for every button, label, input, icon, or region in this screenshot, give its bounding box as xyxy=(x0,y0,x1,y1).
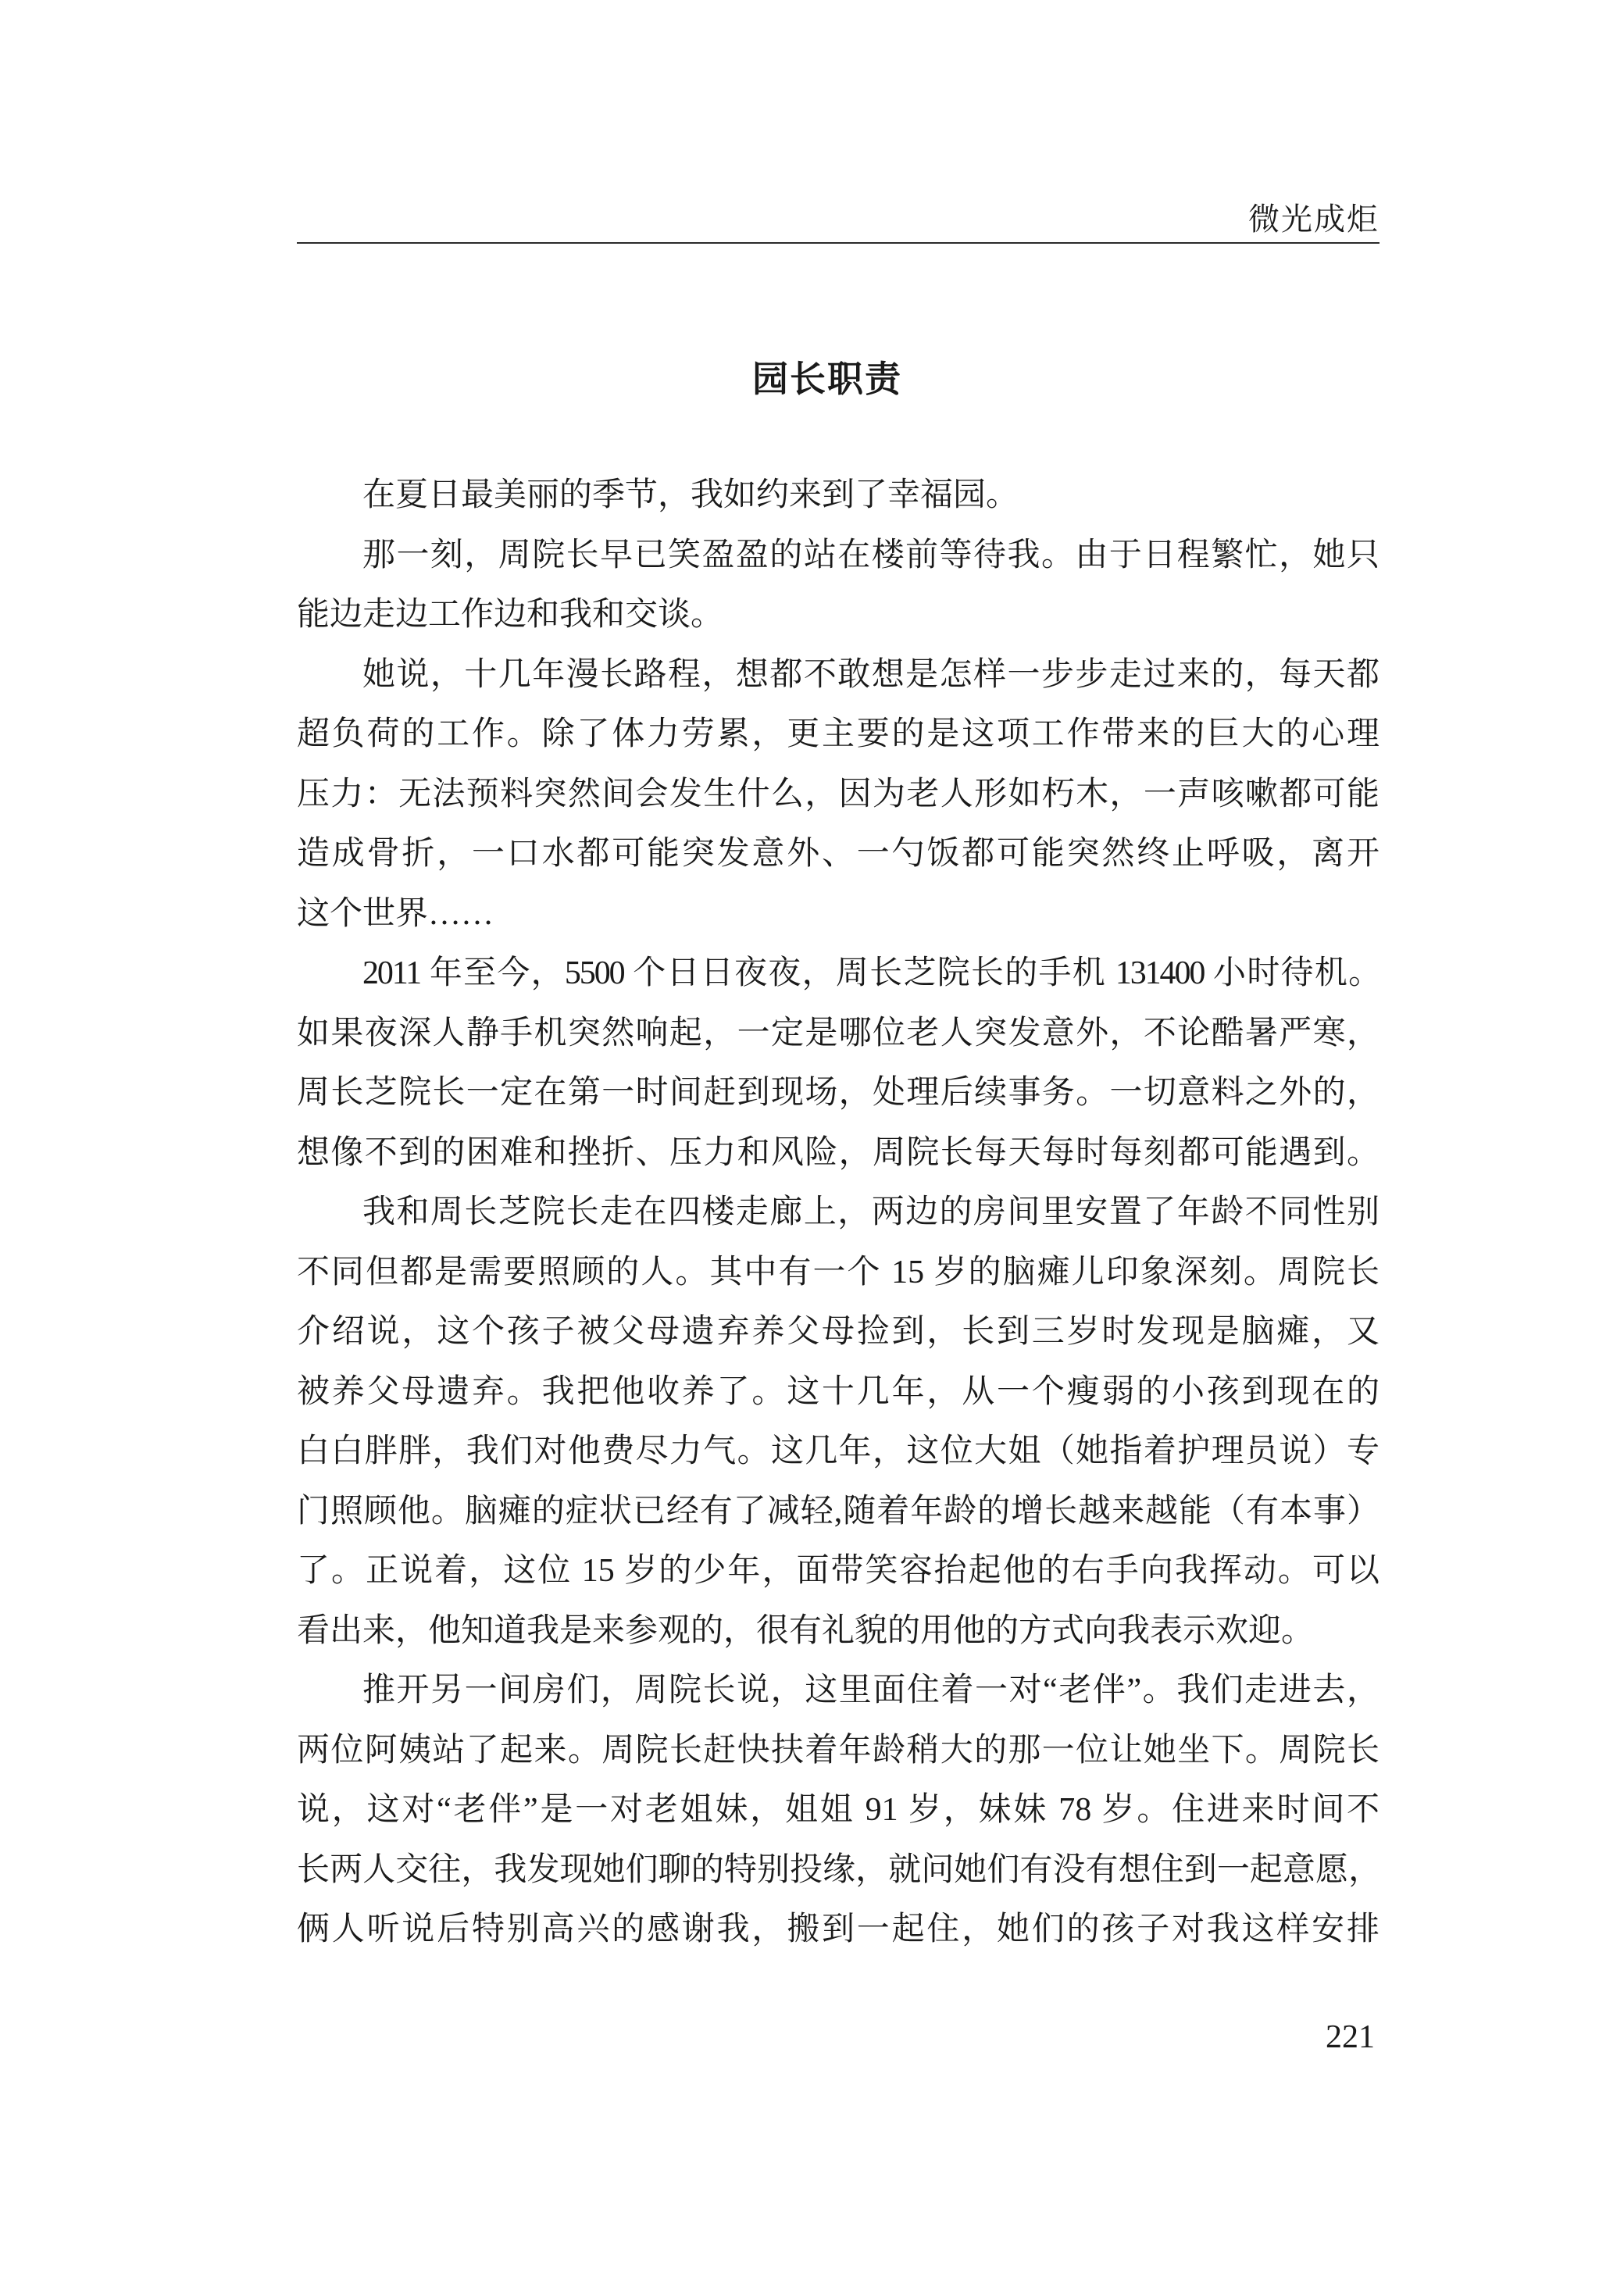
body-line: 俩人听说后特别高兴的感谢我，搬到一起住，她们的孩子对我这样安排 xyxy=(297,1911,1380,1947)
body-line: 2011 年至今，5500 个日日夜夜，周长芝院长的手机 131400 小时待机。 xyxy=(362,955,1380,991)
paragraph xyxy=(297,466,1380,526)
body-line: 说，这对“老伴”是一对老姐妹，姐姐 91 岁，妹妹 78 岁。住进来时间不 xyxy=(297,1792,1380,1828)
body-line: 了。正说着，这位 15 岁的少年，面带笑容抬起他的右手向我挥动。可以 xyxy=(297,1553,1380,1589)
body-line: 门照顾他。脑瘫的症状已经有了减轻,随着年龄的增长越来越能（有本事） xyxy=(297,1493,1380,1529)
paragraph xyxy=(297,645,1380,944)
paragraph xyxy=(297,526,1380,645)
body-line: 能边走边工作边和我和交谈。 xyxy=(297,597,724,633)
body-line: 在夏日最美丽的季节，我如约来到了幸福园。 xyxy=(362,477,1019,513)
body-line: 介绍说，这个孩子被父母遗弃养父母捡到，长到三岁时发现是脑瘫，又 xyxy=(297,1314,1380,1350)
body-text xyxy=(297,466,1380,1960)
body-line: 不同但都是需要照顾的人。其中有一个 15 岁的脑瘫儿印象深刻。周院长 xyxy=(297,1254,1380,1290)
page-number: 221 xyxy=(1326,2019,1375,2055)
section-title: 园长职责 xyxy=(752,358,902,400)
body-line: 造成骨折，一口水都可能突发意外、一勺饭都可能突然终止呼吸，离开 xyxy=(297,836,1380,872)
body-line: 白白胖胖，我们对他费尽力气。这几年，这位大姐（她指着护理员说）专 xyxy=(297,1433,1380,1469)
body-line: 看出来，他知道我是来参观的，很有礼貌的用他的方式向我表示欢迎。 xyxy=(297,1612,1315,1649)
body-line: 我和周长芝院长走在四楼走廊上，两边的房间里安置了年龄不同性别 xyxy=(362,1194,1380,1230)
body-line: 压力：无法预料突然间会发生什么，因为老人形如朽木，一声咳嗽都可能 xyxy=(297,776,1380,812)
body-line: 两位阿姨站了起来。周院长赶快扶着年龄稍大的那一位让她坐下。周院长 xyxy=(297,1732,1380,1769)
body-line: 周长芝院长一定在第一时间赶到现场，处理后续事务。一切意料之外的， xyxy=(297,1075,1380,1111)
header-rule xyxy=(297,242,1380,244)
body-line: 她说，十几年漫长路程，想都不敢想是怎样一步步走过来的，每天都 xyxy=(362,656,1380,693)
body-line: 如果夜深人静手机突然响起，一定是哪位老人突发意外，不论酷暑严寒， xyxy=(297,1015,1380,1051)
paragraph xyxy=(297,1661,1380,1960)
paragraph xyxy=(297,1183,1380,1661)
body-line: 长两人交往，我发现她们聊的特别投缘，就问她们有没有想住到一起意愿， xyxy=(297,1851,1380,1888)
body-line: 想像不到的困难和挫折、压力和风险，周院长每天每时每刻都可能遇到。 xyxy=(297,1134,1380,1171)
body-line: 这个世界…… xyxy=(297,895,494,932)
running-head: 微光成炬 xyxy=(1248,202,1380,237)
body-line: 被养父母遗弃。我把他收养了。这十几年，从一个瘦弱的小孩到现在的 xyxy=(297,1373,1380,1410)
body-line: 超负荷的工作。除了体力劳累，更主要的是这项工作带来的巨大的心理 xyxy=(297,716,1380,752)
body-line: 那一刻，周院长早已笑盈盈的站在楼前等待我。由于日程繁忙，她只 xyxy=(362,537,1380,573)
body-line: 推开另一间房们，周院长说，这里面住着一对“老伴”。我们走进去， xyxy=(362,1672,1380,1708)
paragraph xyxy=(297,944,1380,1183)
